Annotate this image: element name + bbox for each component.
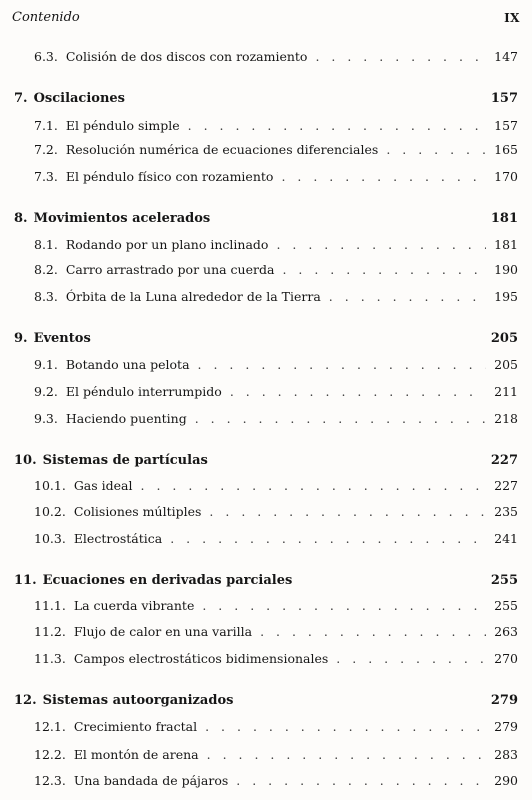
entry-page-number: 218	[494, 411, 518, 426]
entry-page-number: 290	[494, 773, 518, 788]
toc-section-entry	[34, 355, 518, 375]
toc-section-entry	[34, 622, 518, 642]
entry-number: 12.	[14, 693, 37, 708]
toc-chapter-entry	[14, 89, 518, 109]
entry-title: Órbita de la Luna alrededor de la Tierra	[65, 289, 321, 304]
entry-number: 7.3.	[34, 169, 58, 184]
toc-section-entry	[34, 235, 518, 255]
toc-section-entry	[34, 502, 518, 522]
entry-page-number: 241	[494, 531, 518, 546]
entry-title: El péndulo interrumpido	[65, 384, 222, 399]
entry-title: Eventos	[33, 331, 91, 346]
entry-page-number: 205	[494, 357, 518, 372]
entry-page-number: 195	[494, 289, 518, 304]
entry-title: Gas ideal	[73, 478, 133, 493]
entry-page-number: 235	[494, 504, 518, 519]
entry-number: 9.3.	[34, 411, 58, 426]
entry-title: La cuerda vibrante	[73, 598, 195, 613]
entry-title: Colisiones múltiples	[73, 504, 202, 519]
dot-leader	[141, 476, 487, 496]
entry-title: El montón de arena	[73, 747, 199, 762]
entry-number: 12.3.	[34, 773, 66, 788]
dot-leader	[236, 771, 486, 791]
entry-title: Campos electrostáticos bidimensionales	[73, 651, 329, 666]
entry-title: El péndulo físico con rozamiento	[65, 169, 274, 184]
toc-section-entry	[34, 717, 518, 737]
toc-chapter-entry	[14, 691, 518, 711]
entry-title: Electrostática	[73, 531, 163, 546]
dot-leader	[198, 355, 487, 375]
entry-page-number: 211	[494, 384, 518, 399]
entry-page-number: 263	[494, 624, 518, 639]
dot-leader	[205, 717, 486, 737]
entry-number: 10.1.	[34, 478, 66, 493]
entry-page-number: 283	[494, 747, 518, 762]
entry-number: 7.	[14, 91, 28, 106]
entry-number: 10.2.	[34, 504, 66, 519]
entry-page-number: 190	[494, 262, 518, 277]
entry-number: 9.1.	[34, 357, 58, 372]
entry-number: 11.2.	[34, 624, 66, 639]
entry-page-number: 227	[490, 453, 518, 468]
toc-section-entry	[34, 745, 518, 765]
entry-title: Una bandada de pájaros	[73, 773, 229, 788]
entry-title: El péndulo simple	[65, 118, 180, 133]
entry-title: Haciendo puenting	[65, 411, 187, 426]
entry-page-number: 147	[494, 49, 518, 64]
entry-number: 10.	[14, 453, 37, 468]
entry-number: 8.2.	[34, 262, 58, 277]
dot-leader	[329, 287, 486, 307]
entry-title: Movimientos acelerados	[33, 211, 211, 226]
entry-page-number: 157	[490, 91, 518, 106]
entry-title: Ecuaciones en derivadas parciales	[42, 573, 293, 588]
entry-page-number: 181	[490, 211, 518, 226]
dot-leader	[230, 382, 486, 402]
entry-page-number: 181	[494, 237, 518, 252]
dot-leader	[336, 649, 486, 669]
dot-leader	[195, 409, 486, 429]
entry-number: 12.1.	[34, 719, 66, 734]
dot-leader	[260, 622, 486, 642]
toc-section-entry	[34, 529, 518, 549]
entry-page-number: 157	[494, 118, 518, 133]
entry-number: 9.	[14, 331, 28, 346]
toc-section-entry	[34, 596, 518, 616]
running-header-title: Contenido	[12, 10, 80, 25]
toc-chapter-entry	[14, 571, 518, 591]
dot-leader	[282, 260, 486, 280]
entry-title: Flujo de calor en una varilla	[73, 624, 253, 639]
entry-number: 11.3.	[34, 651, 66, 666]
entry-page-number: 255	[490, 573, 518, 588]
entry-title: Carro arrastrado por una cuerda	[65, 262, 275, 277]
entry-number: 7.1.	[34, 118, 58, 133]
toc-section-entry	[34, 116, 518, 136]
entry-page-number: 279	[490, 693, 518, 708]
dot-leader	[170, 529, 486, 549]
entry-number: 8.1.	[34, 237, 58, 252]
entry-number: 6.3.	[34, 49, 58, 64]
toc-section-entry	[34, 771, 518, 791]
entry-title: Oscilaciones	[33, 91, 126, 106]
dot-leader	[202, 596, 486, 616]
entry-number: 12.2.	[34, 747, 66, 762]
entry-title: Sistemas autoorganizados	[42, 693, 234, 708]
toc-chapter-entry	[14, 209, 518, 229]
toc-section-entry	[34, 47, 518, 67]
entry-title: Sistemas de partículas	[42, 453, 208, 468]
entry-number: 9.2.	[34, 384, 58, 399]
toc-section-entry	[34, 409, 518, 429]
entry-page-number: 255	[494, 598, 518, 613]
toc-section-entry	[34, 167, 518, 187]
entry-title: Resolución numérica de ecuaciones diferenciales	[65, 142, 379, 157]
dot-leader	[281, 167, 486, 187]
entry-title: Botando una pelota	[65, 357, 190, 372]
entry-page-number: 227	[494, 478, 518, 493]
entry-page-number: 270	[494, 651, 518, 666]
entry-page-number: 279	[494, 719, 518, 734]
entry-title: Colisión de dos discos con rozamiento	[65, 49, 308, 64]
toc-section-entry	[34, 287, 518, 307]
toc-section-entry	[34, 649, 518, 669]
entry-number: 7.2.	[34, 142, 58, 157]
dot-leader	[188, 116, 487, 136]
entry-page-number: 170	[494, 169, 518, 184]
entry-number: 8.	[14, 211, 28, 226]
dot-leader	[207, 745, 487, 765]
entry-number: 11.	[14, 573, 37, 588]
toc-section-entry	[34, 260, 518, 280]
toc-section-entry	[34, 140, 518, 160]
toc-section-entry	[34, 382, 518, 402]
entry-page-number: 165	[494, 142, 518, 157]
toc-section-entry	[34, 476, 518, 496]
dot-leader	[386, 140, 486, 160]
entry-page-number: 205	[490, 331, 518, 346]
dot-leader	[276, 235, 486, 255]
entry-number: 11.1.	[34, 598, 66, 613]
entry-number: 10.3.	[34, 531, 66, 546]
running-header-page-number: IX	[504, 11, 520, 25]
dot-leader	[209, 502, 486, 522]
toc-chapter-entry	[14, 451, 518, 471]
entry-number: 8.3.	[34, 289, 58, 304]
dot-leader	[315, 47, 486, 67]
entry-title: Rodando por un plano inclinado	[65, 237, 269, 252]
entry-title: Crecimiento fractal	[73, 719, 198, 734]
toc-chapter-entry	[14, 329, 518, 349]
